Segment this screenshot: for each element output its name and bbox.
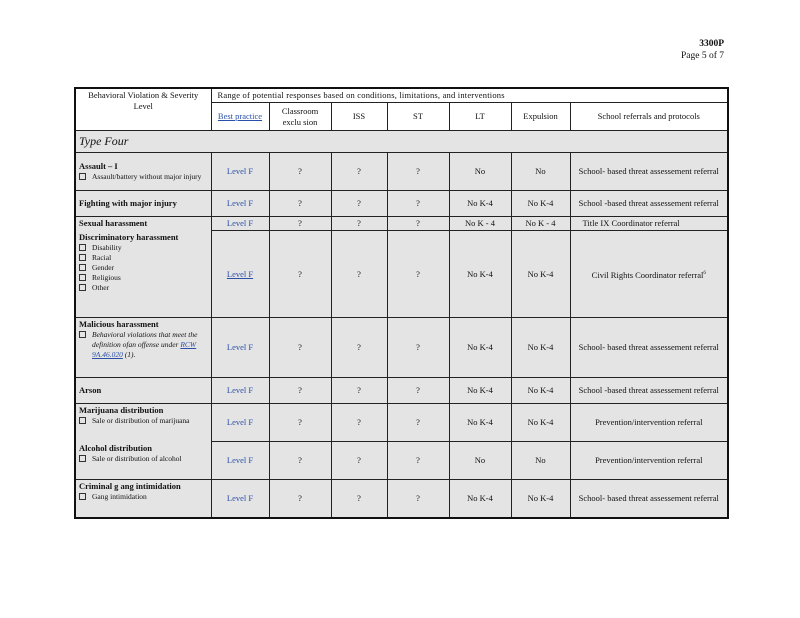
checkbox-icon bbox=[79, 455, 86, 462]
header-row-1 bbox=[75, 88, 728, 103]
behavior-title: Discriminatory harassment bbox=[79, 231, 179, 242]
doc-code: 3300P bbox=[699, 39, 724, 49]
level-cell: Level F bbox=[211, 480, 269, 518]
classroom-cell: ? bbox=[269, 442, 331, 480]
classroom-cell: ? bbox=[269, 191, 331, 217]
lt-cell: No K-4 bbox=[449, 378, 511, 404]
type-row bbox=[75, 131, 728, 153]
referral-cell: Prevention/intervention referral bbox=[570, 442, 728, 480]
discipline-table bbox=[74, 87, 729, 519]
iss-cell: ? bbox=[331, 404, 387, 442]
list-item: Behavioral violations that meet the definition ofan offense under RCW 9A.46.020 (1). bbox=[79, 330, 208, 360]
list-item: Disability bbox=[79, 243, 208, 253]
classroom-cell: ? bbox=[269, 480, 331, 518]
expulsion-header: Expulsion bbox=[511, 103, 570, 131]
expulsion-cell: No bbox=[511, 153, 570, 191]
checkbox-icon bbox=[79, 417, 86, 424]
referral-cell: Title IX Coordinator referral bbox=[570, 217, 728, 231]
checkbox-icon bbox=[79, 264, 86, 271]
iss-cell: ? bbox=[331, 231, 387, 318]
st-cell: ? bbox=[387, 231, 449, 318]
list-item: Sale or distribution of marijuana bbox=[79, 416, 208, 426]
referral-cell: Prevention/intervention referral bbox=[570, 404, 728, 442]
iss-cell: ? bbox=[331, 191, 387, 217]
behavior-title: Marijuana distribution bbox=[79, 405, 164, 415]
classroom-cell: ? bbox=[269, 217, 331, 231]
level-cell: Level F bbox=[211, 318, 269, 378]
table-row bbox=[75, 442, 728, 480]
table-row bbox=[75, 217, 728, 231]
expulsion-cell: No K - 4 bbox=[511, 217, 570, 231]
behavior-title: Sexual harassment bbox=[75, 217, 211, 231]
expulsion-cell: No K-4 bbox=[511, 378, 570, 404]
st-cell: ? bbox=[387, 442, 449, 480]
checkbox-icon bbox=[79, 284, 86, 291]
st-header: ST bbox=[387, 103, 449, 131]
list-item: Racial bbox=[79, 253, 208, 263]
iss-cell: ? bbox=[331, 378, 387, 404]
list-item: Religious bbox=[79, 273, 208, 283]
lt-cell: No K-4 bbox=[449, 480, 511, 518]
lt-cell: No K-4 bbox=[449, 318, 511, 378]
table-row bbox=[75, 404, 728, 442]
st-cell: ? bbox=[387, 378, 449, 404]
classroom-cell: ? bbox=[269, 404, 331, 442]
lt-cell: No K-4 bbox=[449, 191, 511, 217]
lt-header: LT bbox=[449, 103, 511, 131]
st-cell: ? bbox=[387, 404, 449, 442]
classroom-cell: ? bbox=[269, 378, 331, 404]
iss-cell: ? bbox=[331, 318, 387, 378]
lt-cell: No K-4 bbox=[449, 231, 511, 318]
referral-cell: School- based threat assessement referral bbox=[570, 153, 728, 191]
level-cell: Level F bbox=[211, 442, 269, 480]
checkbox-icon bbox=[79, 254, 86, 261]
checkbox-icon bbox=[79, 244, 86, 251]
checkbox-icon bbox=[79, 331, 86, 338]
level-link[interactable]: Level F bbox=[211, 231, 269, 318]
type-label: Type Four bbox=[75, 131, 728, 153]
behavior-title: Criminal g ang intimidation bbox=[79, 481, 181, 491]
classroom-cell: ? bbox=[269, 153, 331, 191]
st-cell: ? bbox=[387, 480, 449, 518]
expulsion-cell: No K-4 bbox=[511, 191, 570, 217]
rcw-link[interactable]: RCW 9A.46.020 bbox=[92, 340, 197, 359]
level-cell: Level F bbox=[211, 153, 269, 191]
classroom-header: Classroom exclu sion bbox=[269, 103, 331, 131]
list-item: Gang intimidation bbox=[79, 492, 208, 502]
iss-cell: ? bbox=[331, 442, 387, 480]
lt-cell: No bbox=[449, 153, 511, 191]
st-cell: ? bbox=[387, 153, 449, 191]
classroom-cell: ? bbox=[269, 318, 331, 378]
page-number: Page 5 of 7 bbox=[680, 51, 724, 61]
referral-cell: School -based threat assessement referral bbox=[570, 191, 728, 217]
table-row bbox=[75, 378, 728, 404]
expulsion-cell: No bbox=[511, 442, 570, 480]
behavior-column-header: Behavioral Violation & Severity Level bbox=[75, 88, 211, 131]
st-cell: ? bbox=[387, 318, 449, 378]
lt-cell: No K-4 bbox=[449, 404, 511, 442]
behavior-title: Malicious harassment bbox=[79, 319, 159, 329]
range-header: Range of potential responses based on conditions, limitations, and interventions bbox=[211, 88, 728, 103]
expulsion-cell: No K-4 bbox=[511, 231, 570, 318]
level-cell: Level F bbox=[211, 191, 269, 217]
lt-cell: No bbox=[449, 442, 511, 480]
footnote-marker: 6 bbox=[703, 270, 706, 276]
expulsion-cell: No K-4 bbox=[511, 480, 570, 518]
level-cell: Level F bbox=[211, 378, 269, 404]
list-item: Other bbox=[79, 283, 208, 293]
expulsion-cell: No K-4 bbox=[511, 404, 570, 442]
level-cell: Level F bbox=[211, 404, 269, 442]
table-row bbox=[75, 191, 728, 217]
list-item: Gender bbox=[79, 263, 208, 273]
referral-cell: School -based threat assessement referral bbox=[570, 378, 728, 404]
checkbox-icon bbox=[79, 173, 86, 180]
referral-cell: School- based threat assessement referral bbox=[570, 480, 728, 518]
classroom-cell: ? bbox=[269, 231, 331, 318]
table-row bbox=[75, 153, 728, 191]
iss-cell: ? bbox=[331, 153, 387, 191]
referral-cell: Civil Rights Coordinator referral$^6$ bbox=[570, 231, 728, 318]
table-row bbox=[75, 231, 728, 318]
level-cell: Level F bbox=[211, 217, 269, 231]
list-item: Sale or distribution of alcohol bbox=[79, 454, 208, 464]
referral-cell: School- based threat assessement referral bbox=[570, 318, 728, 378]
lt-cell: No K - 4 bbox=[449, 217, 511, 231]
checkbox-icon bbox=[79, 493, 86, 500]
behavior-title: Alcohol distribution bbox=[79, 442, 152, 453]
expulsion-cell: No K-4 bbox=[511, 318, 570, 378]
st-cell: ? bbox=[387, 191, 449, 217]
referrals-header: School referrals and protocols bbox=[570, 103, 728, 131]
page-header bbox=[681, 38, 724, 62]
behavior-title: Fighting with major injury bbox=[75, 191, 211, 217]
iss-cell: ? bbox=[331, 480, 387, 518]
iss-header: ISS bbox=[331, 103, 387, 131]
checkbox-icon bbox=[79, 274, 86, 281]
iss-cell: ? bbox=[331, 217, 387, 231]
st-cell: ? bbox=[387, 217, 449, 231]
list-item: Assault/battery without major injury bbox=[79, 172, 208, 182]
table-row bbox=[75, 480, 728, 518]
best-practice-link[interactable]: Best practice bbox=[217, 111, 263, 121]
table-row bbox=[75, 318, 728, 378]
behavior-title: Assault – I bbox=[79, 161, 118, 171]
behavior-title: Arson bbox=[75, 378, 211, 404]
